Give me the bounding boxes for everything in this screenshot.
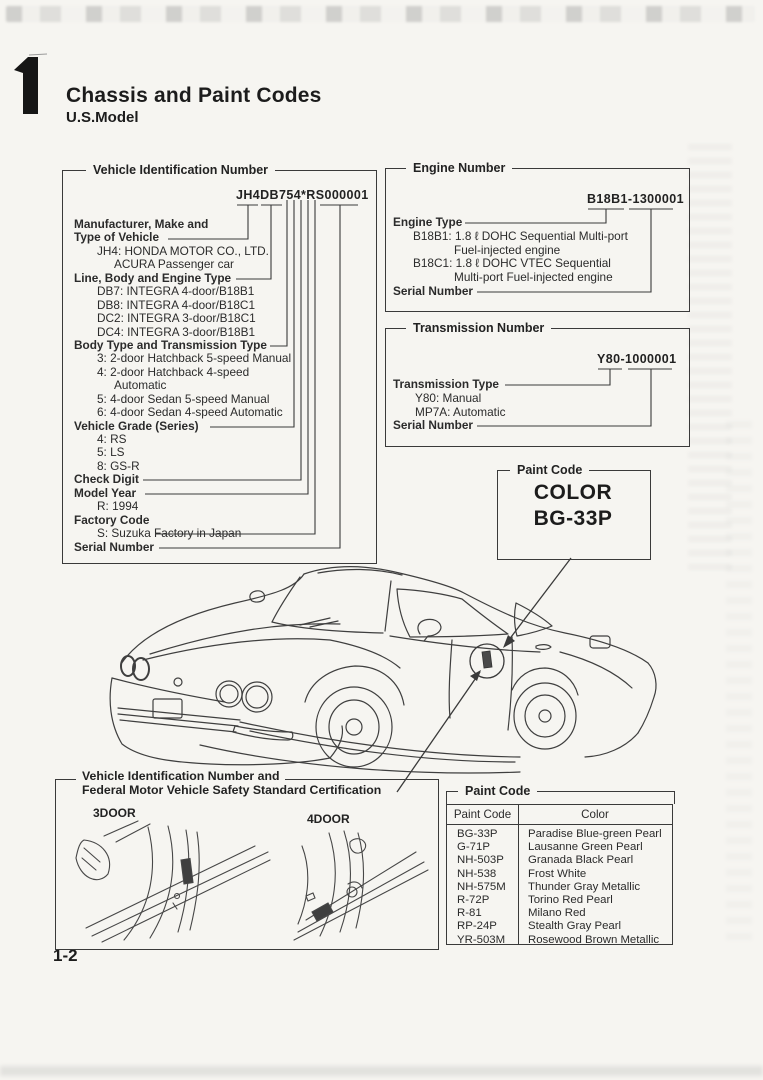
scan-noise-top-band — [6, 6, 755, 22]
paint-code-cell: R-72P — [457, 893, 490, 906]
paint-table-row — [447, 907, 672, 920]
engine-breakdown-list — [393, 216, 628, 299]
scan-bleedthrough-right-2 — [726, 420, 752, 940]
paint-color-cell: Milano Red — [528, 907, 586, 920]
vin-breakdown-row: Model Year — [74, 485, 137, 500]
certification-section-label — [76, 769, 387, 797]
vin-breakdown-row: 3: 2-door Hatchback 5-speed Manual — [97, 351, 292, 366]
transmission-breakdown-list — [393, 378, 505, 433]
paint-code-cell: R-81 — [457, 907, 482, 920]
paint-code-cell: BG-33P — [457, 828, 498, 840]
paint-color-cell: Stealth Gray Pearl — [528, 920, 622, 933]
transmission-breakdown-row: Transmission Type — [393, 377, 499, 391]
transmission-breakdown-row: MP7A: Automatic — [415, 404, 506, 419]
near-headlights — [216, 681, 272, 712]
paint-table-section-label: Paint Code — [458, 784, 537, 799]
paint-code-callout-label: Paint Code — [510, 463, 589, 478]
paint-code-cell: G-71P — [457, 841, 490, 854]
vin-breakdown-row: 5: 4-door Sedan 5-speed Manual — [97, 391, 270, 406]
engine-section-label: Engine Number — [406, 161, 512, 176]
paint-table-row — [447, 828, 672, 841]
page-number: 1-2 — [53, 946, 78, 965]
paint-table-row — [447, 920, 672, 933]
vin-breakdown-row: Line, Body and Engine Type — [74, 270, 232, 285]
transmission-number: Y80-1000001 — [597, 352, 677, 366]
vin-breakdown-list — [74, 218, 291, 554]
vin-breakdown-row: Check Digit — [74, 472, 139, 487]
vin-breakdown-row: Serial Number — [74, 539, 154, 554]
paint-table-body — [447, 825, 672, 947]
paint-table-header-color: Color — [581, 808, 609, 821]
vin-breakdown-row: 5: LS — [97, 445, 125, 460]
vin-breakdown-row: Body Type and Transmission Type — [74, 337, 267, 352]
paint-table-row — [447, 868, 672, 881]
paint-code-cell: NH-538 — [457, 867, 497, 880]
transmission-section-label: Transmission Number — [406, 321, 551, 336]
vin-breakdown-row: DB8: INTEGRA 4-door/B18C1 — [97, 297, 256, 312]
vin-breakdown-row: DC2: INTEGRA 3-door/B18C1 — [97, 311, 256, 326]
paint-table-header-code: Paint Code — [453, 808, 512, 821]
far-headlights — [121, 656, 149, 680]
page-subtitle: U.S.Model — [66, 109, 139, 126]
paint-table-row — [447, 841, 672, 854]
door-caption-3door: 3DOOR — [93, 806, 136, 820]
paint-color-cell: Torino Red Pearl — [528, 893, 613, 906]
paint-label-callout — [470, 644, 504, 678]
hood-badge — [174, 678, 182, 686]
transmission-breakdown-row: Serial Number — [393, 418, 473, 433]
engine-breakdown-row: Serial Number — [393, 283, 473, 298]
page-title: Chassis and Paint Codes — [66, 84, 322, 107]
vin-breakdown-row: R: 1994 — [97, 499, 139, 514]
engine-breakdown-row: Fuel-injected engine — [454, 242, 561, 257]
engine-breakdown-row: B18B1: 1.8 ℓ DOHC Sequential Multi-port — [413, 228, 628, 243]
vin-breakdown-row: Vehicle Grade (Series) — [74, 418, 199, 433]
vin-section-label: Vehicle Identification Number — [86, 163, 275, 178]
vin-breakdown-row: 4: 2-door Hatchback 4-speed — [97, 364, 250, 379]
paint-table-row — [447, 881, 672, 894]
vin-breakdown-row: JH4: HONDA MOTOR CO., LTD. — [97, 243, 269, 258]
section-tab-1 — [14, 54, 47, 114]
paint-code-cell: NH-503P — [457, 854, 504, 867]
certification-label-line2: Federal Motor Vehicle Safety Standard Certification — [76, 783, 387, 797]
certification-label-line1: Vehicle Identification Number and — [76, 769, 285, 783]
paint-color-word: COLOR — [533, 481, 613, 504]
paint-code-pointer-arrow — [503, 558, 571, 648]
paint-table-header — [447, 805, 672, 825]
vin-breakdown-row: Type of Vehicle — [74, 230, 160, 245]
engine-breakdown-row: Multi-port Fuel-injected engine — [454, 270, 613, 285]
vin-breakdown-row: Automatic — [114, 378, 167, 393]
paint-table-row — [447, 934, 672, 947]
vin-number: JH4DB754*RS000001 — [236, 188, 369, 202]
engine-number: B18B1-1300001 — [587, 192, 684, 206]
paint-color-code: BG-33P — [533, 507, 613, 530]
paint-code-cell: RP-24P — [457, 920, 497, 933]
vin-breakdown-row: Manufacturer, Make and — [74, 217, 209, 231]
paint-code-cell: NH-575M — [457, 880, 506, 893]
vin-breakdown-row: Factory Code — [74, 512, 150, 527]
paint-color-cell: Granada Black Pearl — [528, 854, 634, 867]
paint-code-table — [446, 804, 673, 945]
paint-color-cell: Paradise Blue-green Pearl — [528, 828, 662, 840]
vin-breakdown-row: 6: 4-door Sedan 4-speed Automatic — [97, 405, 283, 420]
engine-breakdown-row: B18C1: 1.8 ℓ DOHC VTEC Sequential — [413, 256, 611, 271]
paint-color-cell: Rosewood Brown Metallic — [528, 933, 660, 946]
paint-table-row — [447, 854, 672, 867]
paint-code-cell: YR-503M — [457, 933, 506, 946]
door-caption-4door: 4DOOR — [307, 812, 350, 826]
paint-color-cell: Thunder Gray Metallic — [528, 880, 641, 893]
paint-color-cell: Frost White — [528, 867, 587, 880]
vin-breakdown-row: DB7: INTEGRA 4-door/B18B1 — [97, 284, 255, 299]
vin-breakdown-row: 4: RS — [97, 432, 127, 446]
paint-table-row — [447, 894, 672, 907]
vin-breakdown-row: DC4: INTEGRA 3-door/B18B1 — [97, 324, 256, 339]
certification-section-box — [55, 779, 439, 950]
vin-breakdown-row: 8: GS-R — [97, 458, 140, 473]
vin-breakdown-row: ACURA Passenger car — [114, 257, 234, 272]
license-plate — [153, 699, 182, 718]
scan-noise-bottom-band — [0, 1066, 763, 1076]
engine-breakdown-row: Engine Type — [393, 215, 463, 229]
certification-pointer-line — [397, 670, 481, 792]
vin-breakdown-row: S: Suzuka Factory in Japan — [97, 526, 242, 541]
paint-table-column-divider — [518, 805, 519, 944]
paint-color-cell: Lausanne Green Pearl — [528, 841, 643, 854]
transmission-breakdown-row: Y80: Manual — [415, 390, 482, 405]
car-illustration — [110, 567, 656, 773]
